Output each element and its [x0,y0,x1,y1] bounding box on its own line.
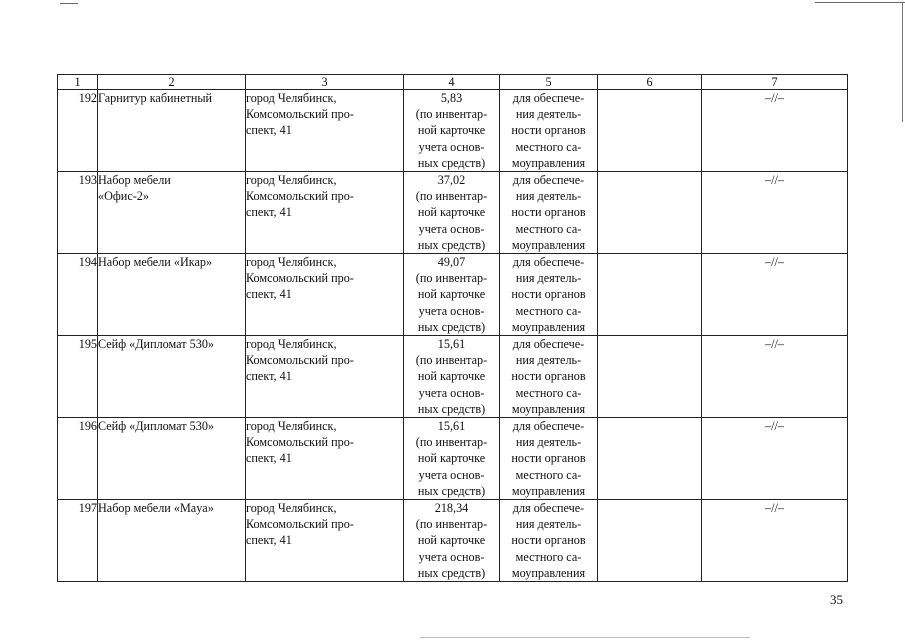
cell-line: местного са- [515,385,582,400]
cell-line: город Челябинск, [246,337,337,352]
cell-line: (по инвентар- [415,353,488,368]
cell-line: (по инвентар- [415,435,488,450]
property-register-table [57,74,848,582]
cell-line: (по инвентар- [415,189,488,204]
table-row [58,172,848,254]
header-cell: 4 [404,75,500,90]
cell-line: спект, 41 [246,123,292,138]
item-name-cell [98,336,246,418]
cell-line: ных средств) [417,237,486,252]
header-cell: 6 [598,75,702,90]
purpose-cell [500,500,598,582]
cell-line: моуправления [511,319,586,334]
scan-artifact-bottom [420,637,750,638]
cell-line: для обеспече- [512,91,585,105]
cell-line: учета основ- [418,221,485,236]
cell-line: 15,61 [437,419,466,434]
cell-line: ния деятель- [515,107,582,122]
table-row [58,500,848,582]
header-cell: 3 [246,75,404,90]
cell-line: учета основ- [418,303,485,318]
cell-line: ных средств) [417,401,486,416]
value-cell [404,500,500,582]
item-name-cell [98,172,246,254]
page-number: 35 [830,592,843,607]
cell-line: местного са- [515,139,582,154]
cell-line: учета основ- [418,139,485,154]
cell-line: Сейф «Дипломат 530» [98,419,215,434]
cell-line: ной карточке [417,451,486,466]
cell-line: моуправления [511,155,586,170]
cell-line: 15,61 [437,337,466,352]
column-7-cell: –//– [702,172,848,254]
table-row [58,418,848,500]
cell-line: моуправления [511,565,586,580]
cell-line: Гарнитур кабинетный [98,91,213,105]
item-name-cell [98,500,246,582]
cell-line: для обеспече- [512,173,585,188]
cell-line: ния деятель- [515,517,582,532]
cell-line: для обеспече- [512,255,585,270]
cell-line: спект, 41 [246,205,292,220]
purpose-cell [500,418,598,500]
cell-line: ности органов [511,533,586,548]
table-row [58,90,848,172]
item-name-cell [98,418,246,500]
column-6-cell [598,254,702,336]
scan-artifact-right-edge [902,2,903,122]
header-cell: 7 [702,75,848,90]
cell-line: ных средств) [417,565,486,580]
cell-line: ния деятель- [515,353,582,368]
cell-line: Комсомольский про- [246,271,354,286]
cell-line: местного са- [515,549,582,564]
cell-line: для обеспече- [512,419,585,434]
column-6-cell [598,172,702,254]
cell-line: ности органов [511,451,586,466]
cell-line: ния деятель- [515,435,582,450]
column-7-cell: –//– [702,500,848,582]
address-cell [246,336,404,418]
column-7-cell: –//– [702,90,848,172]
cell-line: город Челябинск, [246,255,337,270]
column-number-row [58,75,848,90]
cell-line: ной карточке [417,369,486,384]
address-cell [246,254,404,336]
item-number-cell: 193 [58,172,98,254]
column-7-cell: –//– [702,254,848,336]
item-number-cell: 192 [58,90,98,172]
cell-line: местного са- [515,221,582,236]
cell-line: учета основ- [418,385,485,400]
purpose-cell [500,172,598,254]
cell-line: (по инвентар- [415,517,488,532]
cell-line: Комсомольский про- [246,435,354,450]
purpose-cell [500,336,598,418]
column-7-cell: –//– [702,418,848,500]
column-6-cell [598,500,702,582]
value-cell [404,172,500,254]
cell-line: ности органов [511,369,586,384]
cell-line: 5,83 [440,91,463,105]
cell-line: (по инвентар- [415,107,488,122]
cell-line: (по инвентар- [415,271,488,286]
item-name-cell [98,90,246,172]
cell-line: для обеспече- [512,501,585,516]
cell-line: ния деятель- [515,189,582,204]
cell-line: ных средств) [417,155,486,170]
cell-line: спект, 41 [246,451,292,466]
cell-line: Набор мебели [98,173,171,188]
cell-line: моуправления [511,483,586,498]
value-cell [404,418,500,500]
cell-line: 37,02 [437,173,466,188]
cell-line: ных средств) [417,483,486,498]
cell-line: ной карточке [417,123,486,138]
cell-line: город Челябинск, [246,173,337,188]
scan-artifact-top-left [60,3,78,4]
cell-line: Сейф «Дипломат 530» [98,337,215,352]
cell-line: учета основ- [418,467,485,482]
column-6-cell [598,90,702,172]
cell-line: «Офис-2» [98,189,149,204]
cell-line: ния деятель- [515,271,582,286]
table-row [58,254,848,336]
value-cell [404,254,500,336]
cell-line: спект, 41 [246,287,292,302]
cell-line: спект, 41 [246,369,292,384]
cell-line: 49,07 [437,255,466,270]
cell-line: Комсомольский про- [246,189,354,204]
cell-line: моуправления [511,237,586,252]
item-number-cell: 196 [58,418,98,500]
address-cell [246,172,404,254]
item-number-cell: 197 [58,500,98,582]
column-6-cell [598,418,702,500]
purpose-cell [500,254,598,336]
column-6-cell [598,336,702,418]
cell-line: Комсомольский про- [246,353,354,368]
table-row [58,336,848,418]
cell-line: учета основ- [418,549,485,564]
cell-line: местного са- [515,467,582,482]
header-cell: 5 [500,75,598,90]
cell-line: ной карточке [417,205,486,220]
header-cell: 2 [98,75,246,90]
cell-line: Комсомольский про- [246,107,354,122]
cell-line: Набор мебели «Маya» [98,501,214,516]
cell-line: город Челябинск, [246,501,337,516]
cell-line: моуправления [511,401,586,416]
item-number-cell: 195 [58,336,98,418]
address-cell [246,500,404,582]
cell-line: для обеспече- [512,337,585,352]
value-cell [404,336,500,418]
cell-line: город Челябинск, [246,419,337,434]
cell-line: Комсомольский про- [246,517,354,532]
scan-artifact-top-right [815,2,905,3]
cell-line: город Челябинск, [246,91,337,105]
table-body [58,90,848,582]
cell-line: ной карточке [417,533,486,548]
item-name-cell [98,254,246,336]
column-7-cell: –//– [702,336,848,418]
cell-line: 218,34 [434,501,469,516]
value-cell [404,90,500,172]
address-cell [246,90,404,172]
address-cell [246,418,404,500]
cell-line: ной карточке [417,287,486,302]
purpose-cell [500,90,598,172]
cell-line: ных средств) [417,319,486,334]
cell-line: ности органов [511,123,586,138]
cell-line: ности органов [511,287,586,302]
header-cell: 1 [58,75,98,90]
item-number-cell: 194 [58,254,98,336]
cell-line: спект, 41 [246,533,292,548]
cell-line: местного са- [515,303,582,318]
cell-line: ности органов [511,205,586,220]
cell-line: Набор мебели «Икар» [98,255,213,270]
